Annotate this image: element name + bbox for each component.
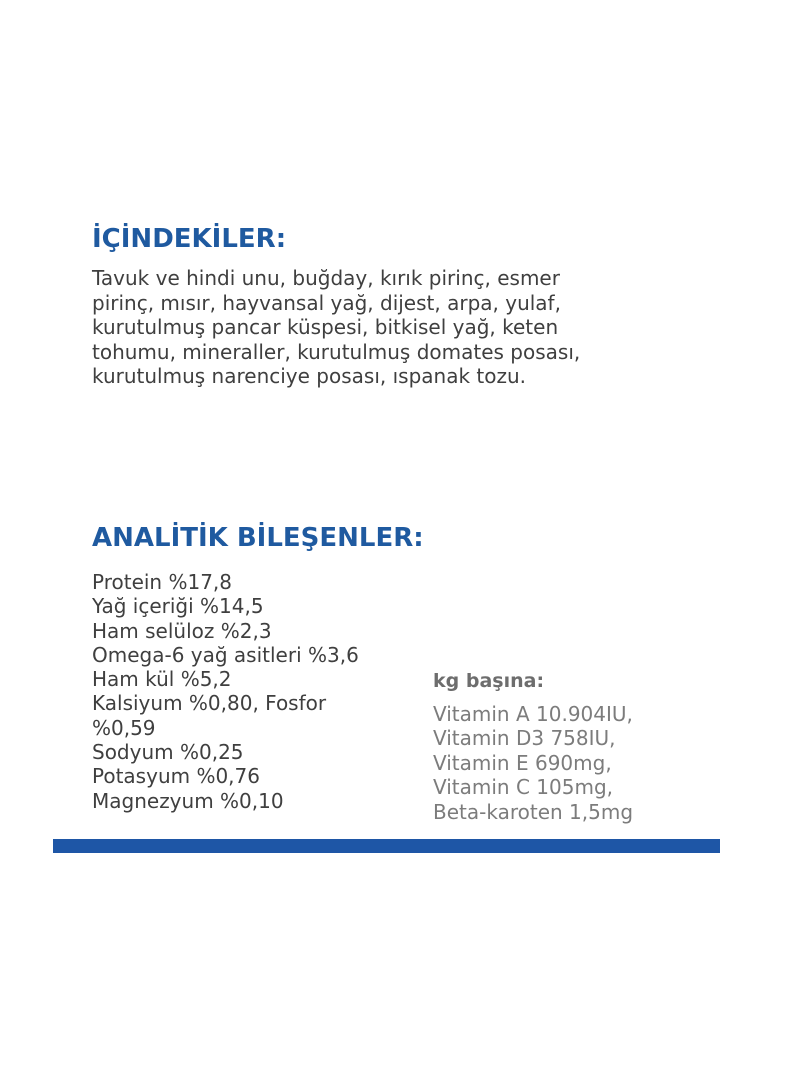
vitamins-block [433, 668, 723, 824]
vitamins-heading: kg başına: [433, 670, 545, 692]
vitamin-item: Vitamin E 690mg, [433, 750, 612, 775]
analytic-item: Protein %17,8 [92, 570, 232, 594]
analytic-item: Ham selüloz %2,3 [92, 618, 272, 643]
analytic-item: Magnezyum %0,10 [92, 788, 284, 813]
ingredients-line: kurutulmuş pancar küspesi, bitkisel yağ, keten [92, 315, 559, 339]
analytic-components-list [92, 570, 422, 813]
analytic-item: Potasyum %0,76 [92, 764, 260, 789]
analytic-item: %0,59 [92, 715, 156, 740]
ingredients-line: tohumu, mineraller, kurutulmuş domates posası, [92, 339, 581, 364]
analytic-item: Omega-6 yağ asitleri %3,6 [92, 642, 359, 667]
vitamin-item: Vitamin A 10.904IU, [433, 702, 633, 726]
analytic-item: Kalsiyum %0,80, Fosfor [92, 691, 327, 716]
analytic-item: Ham kül %5,2 [92, 667, 232, 692]
divider-bar [53, 839, 720, 853]
ingredients-line: Tavuk ve hindi unu, buğday, kırık pirinç, esmer [92, 266, 560, 290]
vitamin-item: Beta-karoten 1,5mg [433, 799, 634, 824]
analytic-item: Yağ içeriği %14,5 [92, 594, 264, 619]
ingredients-line: pirinç, mısır, hayvansal yağ, dijest, arpa, yulaf, [92, 290, 561, 315]
vitamins-list [433, 702, 723, 824]
ingredients-heading: İÇİNDEKİLER: [92, 224, 287, 254]
vitamin-item: Vitamin C 105mg, [433, 775, 613, 800]
ingredients-text [92, 266, 692, 389]
analytic-item: Sodyum %0,25 [92, 740, 244, 765]
analytic-components-heading: ANALİTİK BİLEŞENLER: [92, 523, 424, 553]
vitamin-item: Vitamin D3 758IU, [433, 726, 616, 751]
ingredients-line: kurutulmuş narenciye posası, ıspanak tozu. [92, 364, 527, 388]
